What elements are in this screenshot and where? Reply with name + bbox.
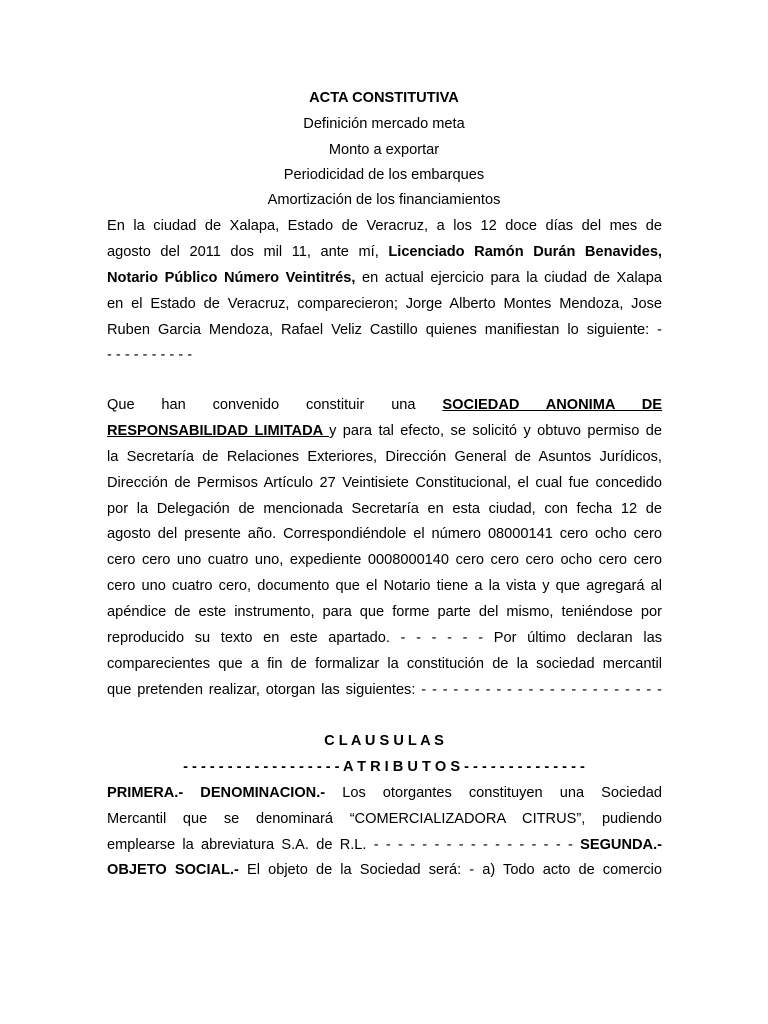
company-type: SOCIEDAD ANONIMA DE <box>442 397 662 413</box>
paragraph-line: Mercantil que se denominará “COMERCIALIZADORA CITRUS”, pudiendo <box>107 811 662 827</box>
text-run: Que han convenido constituir una <box>107 397 443 413</box>
paragraph-line <box>107 837 662 853</box>
paragraph-line <box>107 270 662 286</box>
subtitle-line: Periodicidad de los embarques <box>283 167 485 183</box>
paragraph-line: apéndice de este instrumento, para que forme parte del mismo, teniéndose por <box>107 604 662 620</box>
paragraph-line: comparecientes que a fin de formalizar la constitución de la sociedad mercantil <box>107 656 662 672</box>
paragraph-line: Dirección de Permisos Artículo 27 Veintisiete Constitucional, el cual fue concedido <box>107 475 662 491</box>
paragraph-line: Ruben Garcia Mendoza, Rafael Veliz Castillo quienes manifiestan lo siguiente: - <box>107 322 662 338</box>
text-run: El objeto de la Sociedad será: - a) Todo acto de comercio <box>238 862 662 878</box>
clause-heading: SEGUNDA.- <box>580 837 662 853</box>
text-run: y para tal efecto, se solicitó y obtuvo permiso de <box>329 423 663 439</box>
paragraph-line: por la Delegación de mencionada Secretaría en esta ciudad, con fecha 12 de <box>107 501 662 517</box>
subtitle-line: Definición mercado meta <box>303 116 465 132</box>
paragraph-line: la Secretaría de Relaciones Exteriores, Dirección General de Asuntos Jurídicos, <box>107 449 662 465</box>
paragraph-line: cero uno cuatro cero, documento que el Notario tiene a la vista y que agregará al <box>107 578 662 594</box>
text-run: emplearse la abreviatura S.A. de R.L. - - - - - - - - - - - - - - - - - <box>107 837 581 853</box>
paragraph-line: - - - - - - - - - - <box>107 347 193 363</box>
text-run: en actual ejercicio para la ciudad de Xalapa <box>355 270 663 286</box>
clause-heading: PRIMERA.- DENOMINACION.- <box>107 785 326 801</box>
clausulas-heading: C L A U S U L A S <box>324 733 444 749</box>
paragraph-line <box>107 423 662 439</box>
paragraph-line: en el Estado de Veracruz, comparecieron; Jorge Alberto Montes Mendoza, Jose <box>107 296 662 312</box>
notary-title: Notario Público Número Veintitrés, <box>107 270 356 286</box>
notary-name: Licenciado Ramón Durán Benavides, <box>388 244 662 260</box>
paragraph-line: cero cero uno cuatro uno, expediente 0008000140 cero cero cero ocho cero cero <box>107 552 662 568</box>
text-run: agosto del 2011 dos mil 11, ante mí, <box>107 244 389 260</box>
paragraph-line: agosto del presente año. Correspondiéndole el número 08000141 cero ocho cero <box>107 526 662 542</box>
paragraph-line: reproducido su texto en este apartado. - - - - - - Por último declaran las <box>107 630 662 646</box>
company-type: RESPONSABILIDAD LIMITADA <box>107 423 330 439</box>
title-text: ACTA CONSTITUTIVA <box>309 90 459 106</box>
paragraph-line <box>107 244 662 260</box>
atributos-heading: - - - - - - - - - - - - - - - - - - A T R I B U T O S - - - - - - - - - - - - - - <box>183 759 585 775</box>
clause-heading: OBJETO SOCIAL.- <box>107 862 239 878</box>
paragraph-line <box>107 785 662 801</box>
subtitle-line: Monto a exportar <box>328 142 440 158</box>
paragraph-line <box>107 397 662 413</box>
subtitle-line: Amortización de los financiamientos <box>267 192 501 208</box>
document-title <box>0 90 768 106</box>
paragraph-line: En la ciudad de Xalapa, Estado de Veracruz, a los 12 doce días del mes de <box>107 218 662 234</box>
paragraph-line <box>107 862 662 878</box>
text-run: Los otorgantes constituyen una Sociedad <box>325 785 663 801</box>
paragraph-line: que pretenden realizar, otorgan las siguientes: - - - - - - - - - - - - - - - - - - - - - - - <box>107 682 662 698</box>
